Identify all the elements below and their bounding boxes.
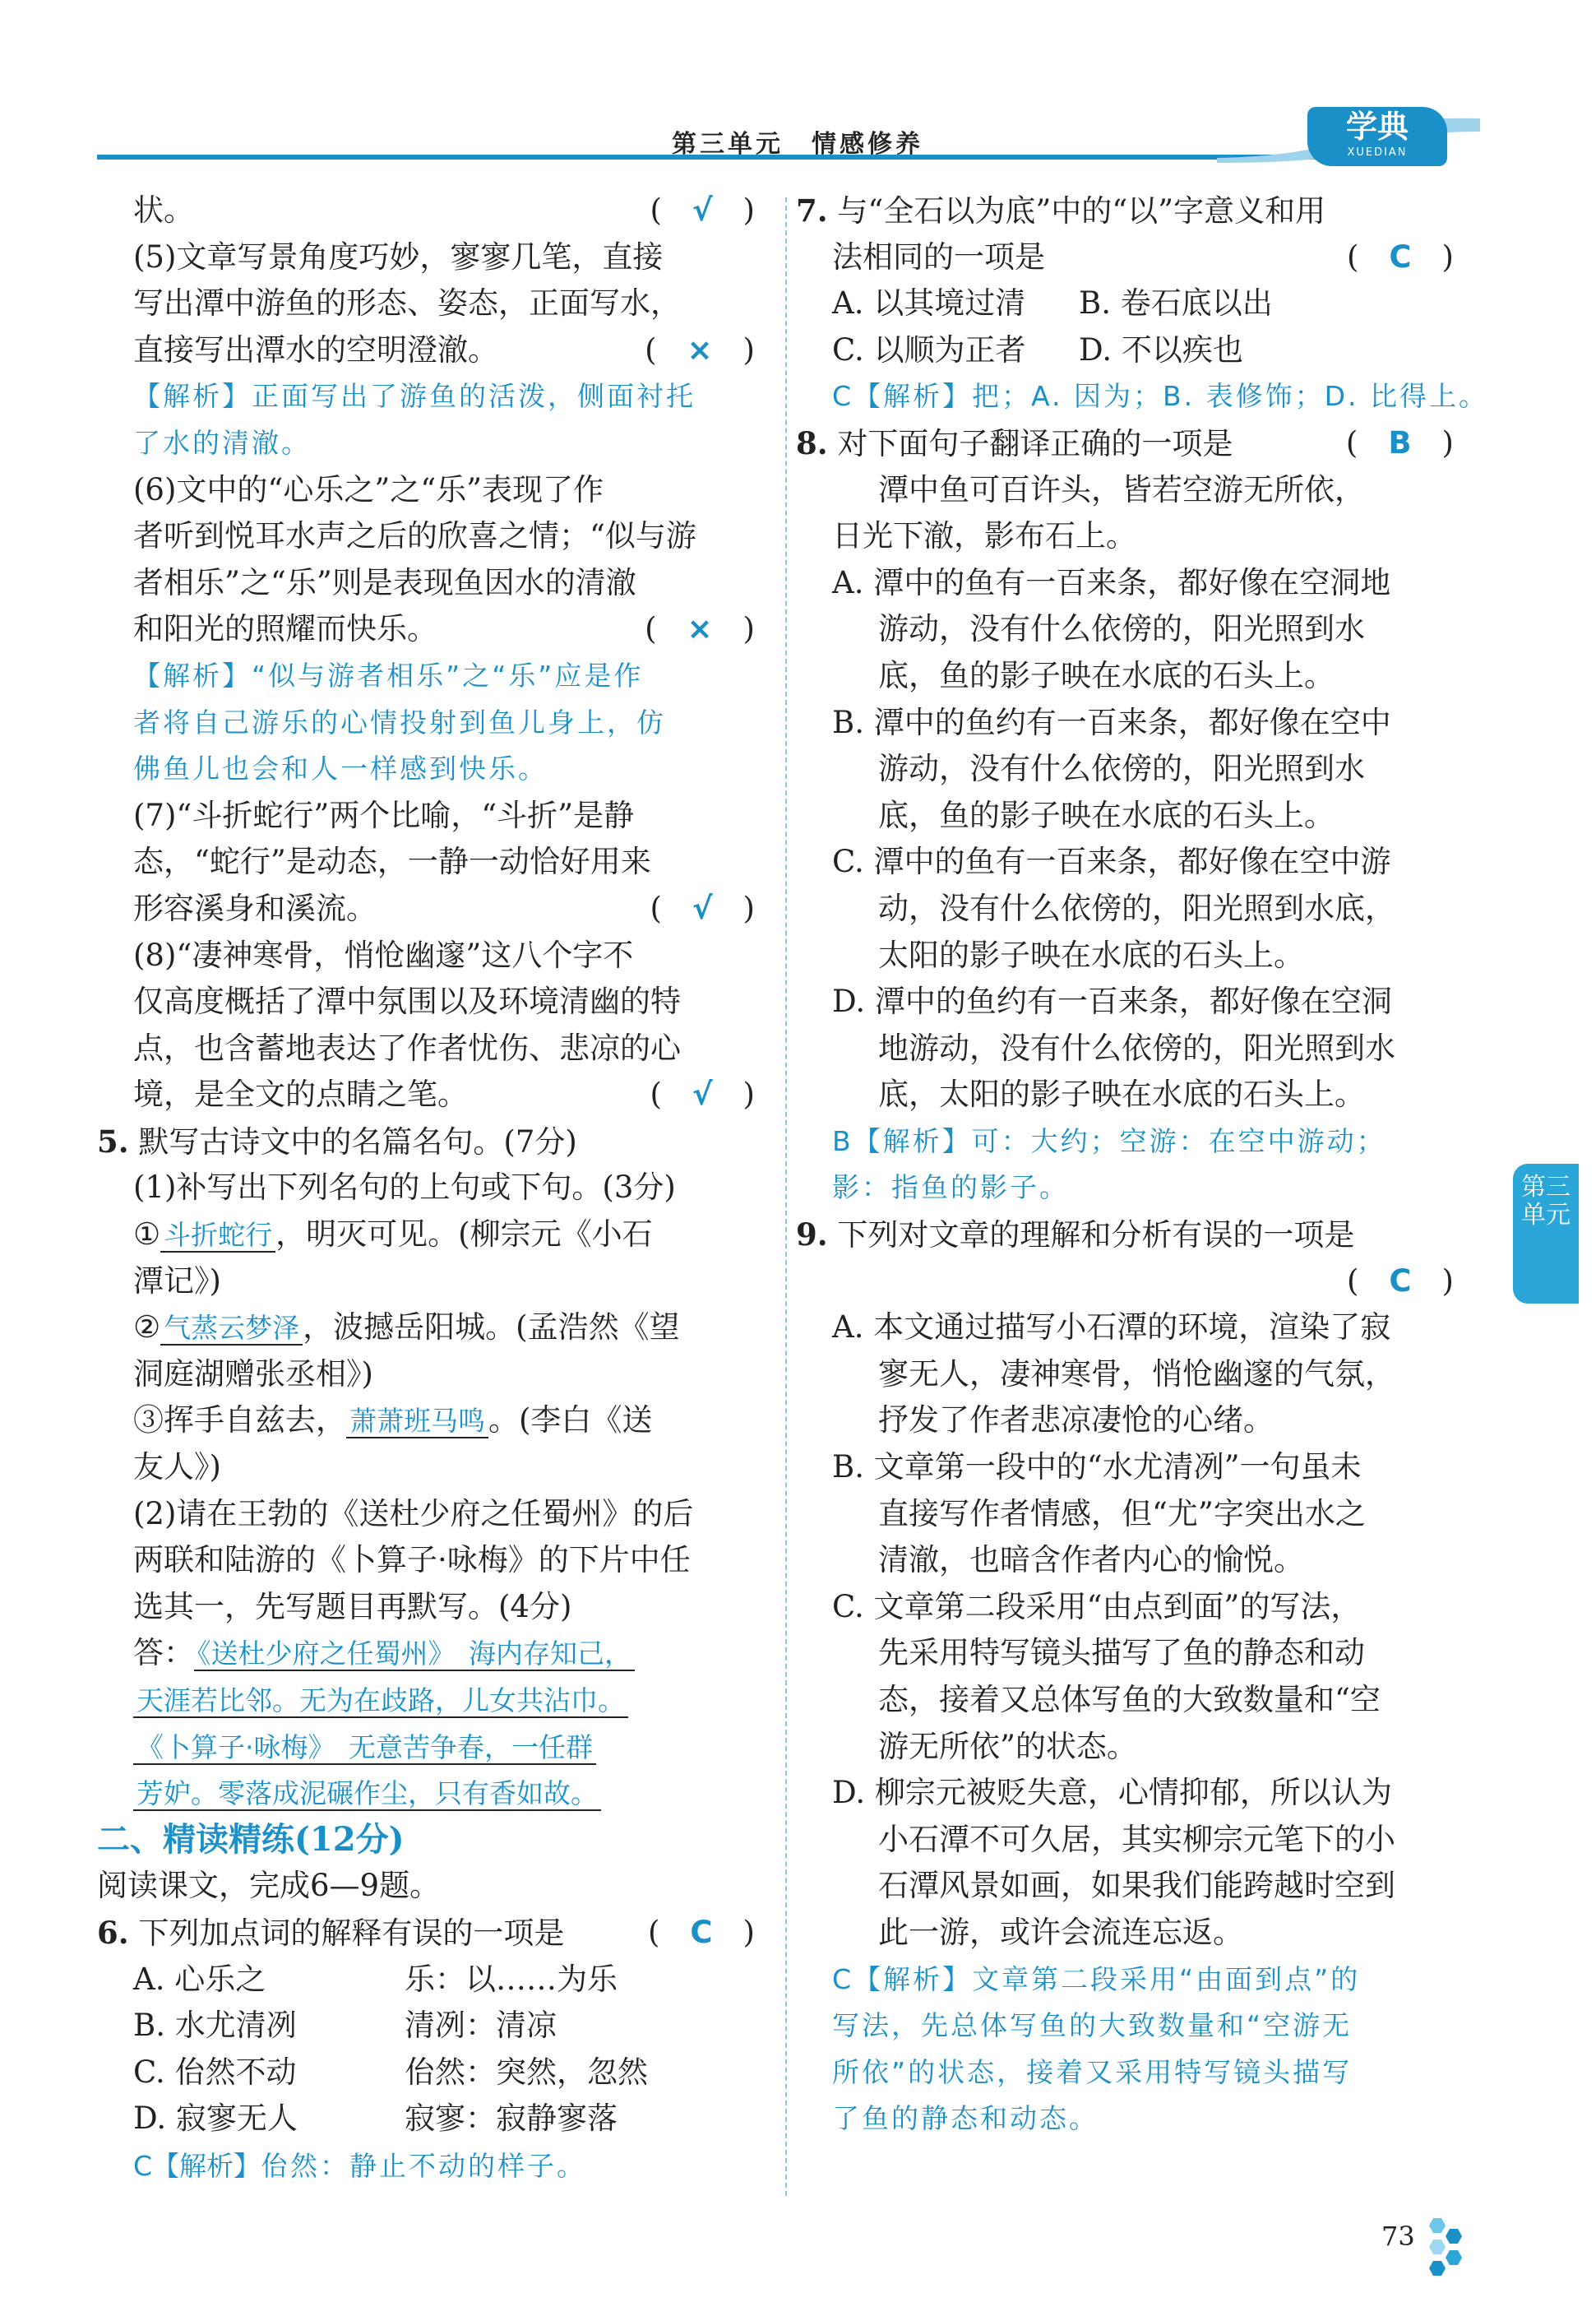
question-8: 8. 对下面句子翻译正确的一项是 ( B ) [796,420,1454,467]
left-column [97,188,755,2189]
option-line: 寥无人，凄神寒骨，悄怆幽邃的气氛， [878,1355,1395,1392]
answer-line: 答： 《送杜少府之任蜀州》 海内存知己， [97,1630,755,1677]
option-line: 太阳的影子映在水底的石头上。 [878,937,1304,973]
answer-line: 芳妒。零落成泥碾作尘，只有香如故。 [97,1770,755,1817]
answer-line [796,1258,1454,1305]
option-line: 小石潭不可久居，其实柳宗元笔下的小 [878,1821,1395,1857]
text-line: 洞庭湖赠张丞相》) [133,1355,373,1392]
answer-bracket: ( √ ) [650,890,755,926]
text-line: (5)文章写景角度巧妙，寥寥几笔，直接 [133,239,664,275]
text-line: (1)补写出下列名句的上句或下句。(3分) [133,1170,676,1206]
option-line: A. 潭中的鱼有一百来条，都好像在空洞地 [832,564,1391,600]
option-line: 游动，没有什么依傍的，阳光照到水 [878,611,1365,647]
text-line: 友人》) [133,1449,221,1485]
explanation-line: 了鱼的静态和动态。 [832,2102,1099,2135]
option-line: D. 柳宗元被贬失意，心情抑郁，所以认为 [832,1775,1392,1811]
question-7: 7. 与“全石以为底”中的“以”字意义和用 [796,192,1326,229]
option-line: 直接写作者情感，但“尤”字突出水之 [878,1495,1366,1531]
text-line: 选其一，先写题目再默写。(4分) [133,1588,572,1624]
text-line: 和阳光的照耀而快乐。 ( × ) [97,606,755,653]
text-line: 态，“蛇行”是动态，一静一动恰好用来 [133,844,651,880]
text-line: 潭记》) [133,1262,221,1299]
text-line: 境，是全文的点睛之笔。 ( √ ) [97,1072,755,1119]
option-row: D. 寂寥无人 寂寥：寂静寥落 [133,2101,618,2137]
option-line: 石潭风景如画，如果我们能跨越时空到 [878,1868,1395,1904]
text-line: (6)文中的“心乐之”之“乐”表现了作 [133,471,604,507]
text-line: 直接写出潭水的空明澄澈。 ( × ) [97,327,755,374]
explanation-line: 影：指鱼的影子。 [832,1171,1069,1204]
fill-line: ② 气蒸云梦泽 ，波撼岳阳城。(孟浩然《望 [133,1309,680,1346]
text-line: (7)“斗折蛇行”两个比喻，“斗折”是静 [133,797,635,833]
option-row: C. 以顺为正者 D. 不以疾也 [832,331,1243,368]
text-line: 者听到悦耳水声之后的欣喜之情；“似与游 [133,518,696,554]
answer-line: 天涯若比邻。无为在歧路，儿女共沾巾。 [97,1677,755,1724]
section-heading: 二、精读精练(12分) [97,1819,405,1859]
text-line: 仅高度概括了潭中氛围以及环境清幽的特 [133,984,681,1020]
text-line: 状。 ( √ ) [97,188,755,234]
answer-bracket: ( C ) [1346,1262,1454,1299]
explanation-line: C【解析】把；A. 因为；B. 表修饰；D. 比得上。 [832,380,1489,413]
option-row: A. 心乐之 乐：以……为乐 [133,1961,618,1997]
question-5: 5. 默写古诗文中的名篇名句。(7分) [97,1123,577,1160]
option-line: D. 潭中的鱼约有一百来条，都好像在空洞 [832,984,1392,1020]
text-line: 者相乐”之“乐”则是表现鱼因水的清澈 [133,564,636,600]
option-line: B. 潭中的鱼约有一百来条，都好像在空中 [832,704,1391,740]
option-line: 态，接着又总体写鱼的大致数量和“空 [878,1682,1381,1717]
option-line: 抒发了作者悲凉凄怆的心绪。 [878,1402,1274,1438]
option-line: 清澈，也暗含作者内心的愉悦。 [878,1542,1304,1578]
answer-bracket: ( × ) [645,331,755,368]
source-sentence: 日光下澈，影布石上。 [832,518,1136,554]
xuedian-logo: 学典 XUEDIAN [1307,107,1447,166]
answer-fill: 斗折蛇行 [160,1219,275,1253]
explanation-line: C【解析】文章第二段采用“由面到点”的 [832,1962,1361,1995]
explanation-line: 所依”的状态，接着又采用特写镜头描写 [832,2055,1353,2088]
page-number: 73 [1381,2221,1415,2252]
option-row: C. 佁然不动 佁然：突然，忽然 [133,2054,648,2090]
option-line: C. 文章第二段采用“由点到面”的写法， [832,1588,1362,1624]
text-line: 阅读课文，完成6—9题。 [97,1868,441,1904]
fill-line: ③挥手自兹去， 萧萧班马鸣 。(李白《送 [133,1402,653,1438]
answer-line: 《卜算子·咏梅》 无意苦争春，一任群 [97,1724,755,1771]
page-header-title: 第三单元 情感修养 [672,130,923,159]
option-line: 动，没有什么依傍的，阳光照到水底， [878,890,1395,926]
answer-bracket: ( C ) [647,1914,755,1950]
text-line: 形容溪身和溪流。 ( √ ) [97,886,755,933]
option-line: 地游动，没有什么依傍的，阳光照到水 [878,1030,1395,1066]
unit-side-tab: 第三单元 [1513,1164,1579,1304]
text-line: 点，也含蓄地表达了作者忧伤、悲凉的心 [133,1030,681,1066]
option-line: B. 文章第一段中的“水尤清冽”一句虽未 [832,1449,1362,1485]
answer-bracket: ( √ ) [650,1077,755,1113]
option-line: C. 潭中的鱼有一百来条，都好像在空中游 [832,844,1391,880]
fill-line: ① 斗折蛇行 ，明灭可见。(柳宗元《小石 [133,1216,653,1253]
explanation-line: 【解析】“似与游者相乐”之“乐”应是作 [133,659,644,692]
option-line: 底，鱼的影子映在水底的石头上。 [878,797,1335,833]
answer-bracket: ( × ) [645,611,755,647]
answer-bracket: ( √ ) [650,192,755,228]
hexagon-decoration-icon [1421,2214,1470,2288]
option-line: 先采用特写镜头描写了鱼的静态和动 [878,1635,1365,1671]
answer-bracket: ( B ) [1345,424,1454,461]
option-line: 底，鱼的影子映在水底的石头上。 [878,657,1335,693]
answer-fill: 萧萧班马鸣 [346,1405,488,1438]
text-line: (8)“凄神寒骨，悄怆幽邃”这八个字不 [133,937,634,973]
text-line: 两联和陆游的《卜算子·咏梅》的下片中任 [133,1542,691,1578]
option-row: B. 水尤清冽 清冽：清凉 [133,2008,557,2044]
answer-fill: 气蒸云梦泽 [160,1312,303,1346]
option-line: A. 本文通过描写小石潭的环境，渲染了寂 [832,1309,1391,1346]
right-column [796,188,1489,2142]
option-row: A. 以其境过清 B. 卷石底以出 [832,285,1273,322]
explanation-line: 者将自己游乐的心情投射到鱼儿身上，仿 [133,706,666,739]
explanation-line: 佛鱼儿也会和人一样感到快乐。 [133,753,548,785]
option-line: 游无所依”的状态。 [878,1728,1137,1764]
question-9: 9. 下列对文章的理解和分析有误的一项是 [796,1216,1355,1253]
option-line: 此一游，或许会流连忘返。 [878,1914,1243,1950]
option-line: 游动，没有什么依傍的，阳光照到水 [878,751,1365,787]
text-line: (2)请在王勃的《送杜少府之任蜀州》的后 [133,1495,694,1531]
text-line: 法相同的一项是 ( C ) [796,234,1454,281]
option-line: 底，太阳的影子映在水底的石头上。 [878,1077,1365,1113]
column-divider [785,197,787,2196]
source-sentence: 潭中鱼可百许头，皆若空游无所依， [878,471,1365,507]
answer-bracket: ( C ) [1346,239,1454,275]
explanation-line: 【解析】正面写出了游鱼的活泼，侧面衬托 [133,380,696,413]
explanation-line: 了水的清澈。 [133,426,311,459]
explanation-line: B【解析】可：大约；空游：在空中游动； [832,1124,1386,1157]
explanation-line: C【解析】佁然：静止不动的样子。 [133,2149,587,2182]
question-6: 6. 下列加点词的解释有误的一项是 ( C ) [97,1910,755,1957]
text-line: 写出潭中游鱼的形态、姿态，正面写水， [133,285,681,322]
explanation-line: 写法，先总体写鱼的大致数量和“空游无 [832,2009,1353,2042]
